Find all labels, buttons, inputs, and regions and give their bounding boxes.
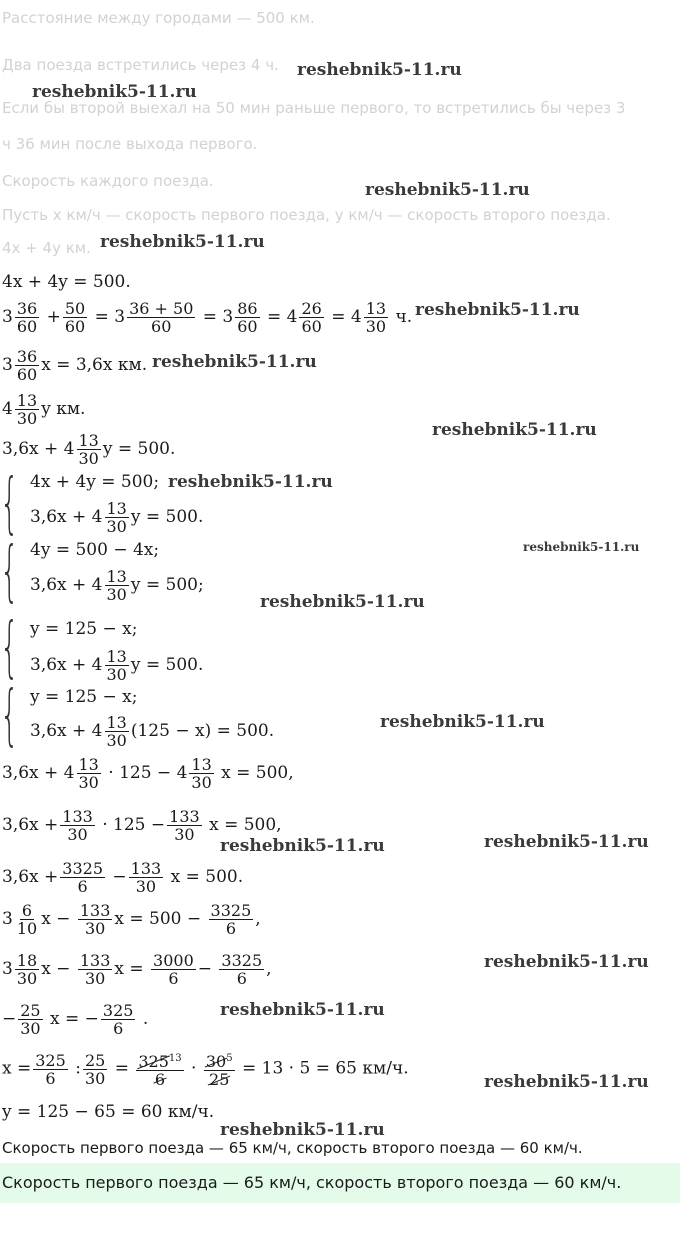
- watermark: reshebnik5-11.ru: [220, 1120, 385, 1140]
- problem-line-condition-cont: ч 36 мин после выхода первого.: [2, 135, 258, 153]
- system2-eq2: 3,6x + 4 $\frac{13}{30}$ y = 500;: [30, 567, 204, 604]
- system1-eq1: 4x + 4y = 500;: [30, 472, 160, 492]
- problem-line-distance-expr: 4x + 4y км.: [2, 239, 91, 257]
- solution-conclusion: Скорость первого поезда — 65 км/ч, скорость второго поезда — 60 км/ч.: [2, 1139, 583, 1157]
- watermark: reshebnik5-11.ru: [168, 472, 333, 492]
- watermark: reshebnik5-11.ru: [484, 832, 649, 852]
- watermark: reshebnik5-11.ru: [432, 420, 597, 440]
- equation-multiplied: 3,6x + $\frac{3325}{6}$ − $\frac{133}{30}$ x = 500.: [2, 859, 244, 896]
- system1-eq2: 3,6x + 4 $\frac{13}{30}$ y = 500.: [30, 499, 204, 536]
- watermark: reshebnik5-11.ru: [484, 1072, 649, 1092]
- equation-sum: 4x + 4y = 500.: [2, 272, 131, 292]
- problem-line-distance: Расстояние между городами — 500 км.: [2, 9, 315, 27]
- equation-second-distance: 4 $\frac{13}{30}$ y км.: [2, 391, 86, 428]
- answer-text: Скорость первого поезда — 65 км/ч, скорость второго поезда — 60 км/ч.: [2, 1173, 622, 1192]
- equation-common-denominator: 3 $\frac{18}{30}$ x − $\frac{133}{30}$ x = $\frac{3000}{6}$ − $\frac{3325}{6}$ ,: [2, 951, 272, 988]
- watermark: reshebnik5-11.ru: [484, 952, 649, 972]
- system3-eq1: y = 125 − x;: [30, 619, 138, 639]
- system-brace: {: [0, 608, 19, 685]
- equation-first-distance: 3 $\frac{36}{60}$ x = 3,6x км.: [2, 347, 148, 384]
- equation-x-value: x = $\frac{325}{6}$ : $\frac{25}{30}$ = $\frac{325^{13}}{6}$ · $\frac{30^5}{25}$ = 13 · 5 = 65 км/ч.: [2, 1050, 409, 1090]
- equation-time-sum: 3 $\frac{36}{60}$ + $\frac{50}{60}$ = 3 $\frac{36 + 50}{60}$ = 3 $\frac{86}{60}$ = 4 $\frac{26}{60}$ = 4 $\frac{13}{30}$ ч.: [2, 299, 413, 336]
- watermark: reshebnik5-11.ru: [32, 82, 197, 102]
- unit-hours: ч.: [395, 307, 413, 327]
- system4-eq1: y = 125 − x;: [30, 687, 138, 707]
- system-brace: {: [0, 676, 19, 753]
- watermark: reshebnik5-11.ru: [297, 60, 462, 80]
- system3-eq2: 3,6x + 4 $\frac{13}{30}$ y = 500.: [30, 647, 204, 684]
- equation-collect: 3 $\frac{6}{10}$ x − $\frac{133}{30}$ x = 500 − $\frac{3325}{6}$ ,: [2, 901, 261, 938]
- watermark: reshebnik5-11.ru: [220, 1000, 385, 1020]
- problem-line-condition: Если бы второй выехал на 50 мин раньше первого, то встретились бы через 3: [2, 99, 626, 117]
- system-brace: {: [0, 464, 19, 541]
- problem-line-question: Скорость каждого поезда.: [2, 172, 214, 190]
- equation-new-sum: 3,6x + 4 $\frac{13}{30}$ y = 500.: [2, 431, 176, 468]
- watermark: reshebnik5-11.ru: [100, 232, 265, 252]
- problem-line-meeting: Два поезда встретились через 4 ч.: [2, 56, 279, 74]
- equation-y-value: y = 125 − 65 = 60 км/ч.: [2, 1102, 215, 1122]
- watermark: reshebnik5-11.ru: [415, 300, 580, 320]
- watermark: reshebnik5-11.ru: [220, 836, 385, 856]
- equation-simplified: − $\frac{25}{30}$ x = − $\frac{325}{6}$ .: [2, 1001, 149, 1038]
- watermark: reshebnik5-11.ru: [380, 712, 545, 732]
- equation-expand: 3,6x + 4 $\frac{13}{30}$ · 125 − 4 $\frac{13}{30}$ x = 500,: [2, 755, 294, 792]
- watermark: reshebnik5-11.ru: [523, 540, 640, 554]
- watermark: reshebnik5-11.ru: [365, 180, 530, 200]
- watermark: reshebnik5-11.ru: [152, 352, 317, 372]
- system-brace: {: [0, 532, 19, 609]
- answer-box: [0, 1163, 680, 1203]
- equation-improper: 3,6x + $\frac{133}{30}$ · 125 − $\frac{133}{30}$ x = 500,: [2, 807, 282, 844]
- system2-eq1: 4y = 500 − 4x;: [30, 540, 160, 560]
- system4-eq2: 3,6x + 4 $\frac{13}{30}$ (125 − x) = 500.: [30, 713, 275, 750]
- watermark: reshebnik5-11.ru: [260, 592, 425, 612]
- problem-line-variables: Пусть x км/ч — скорость первого поезда, y км/ч — скорость второго поезда.: [2, 206, 611, 224]
